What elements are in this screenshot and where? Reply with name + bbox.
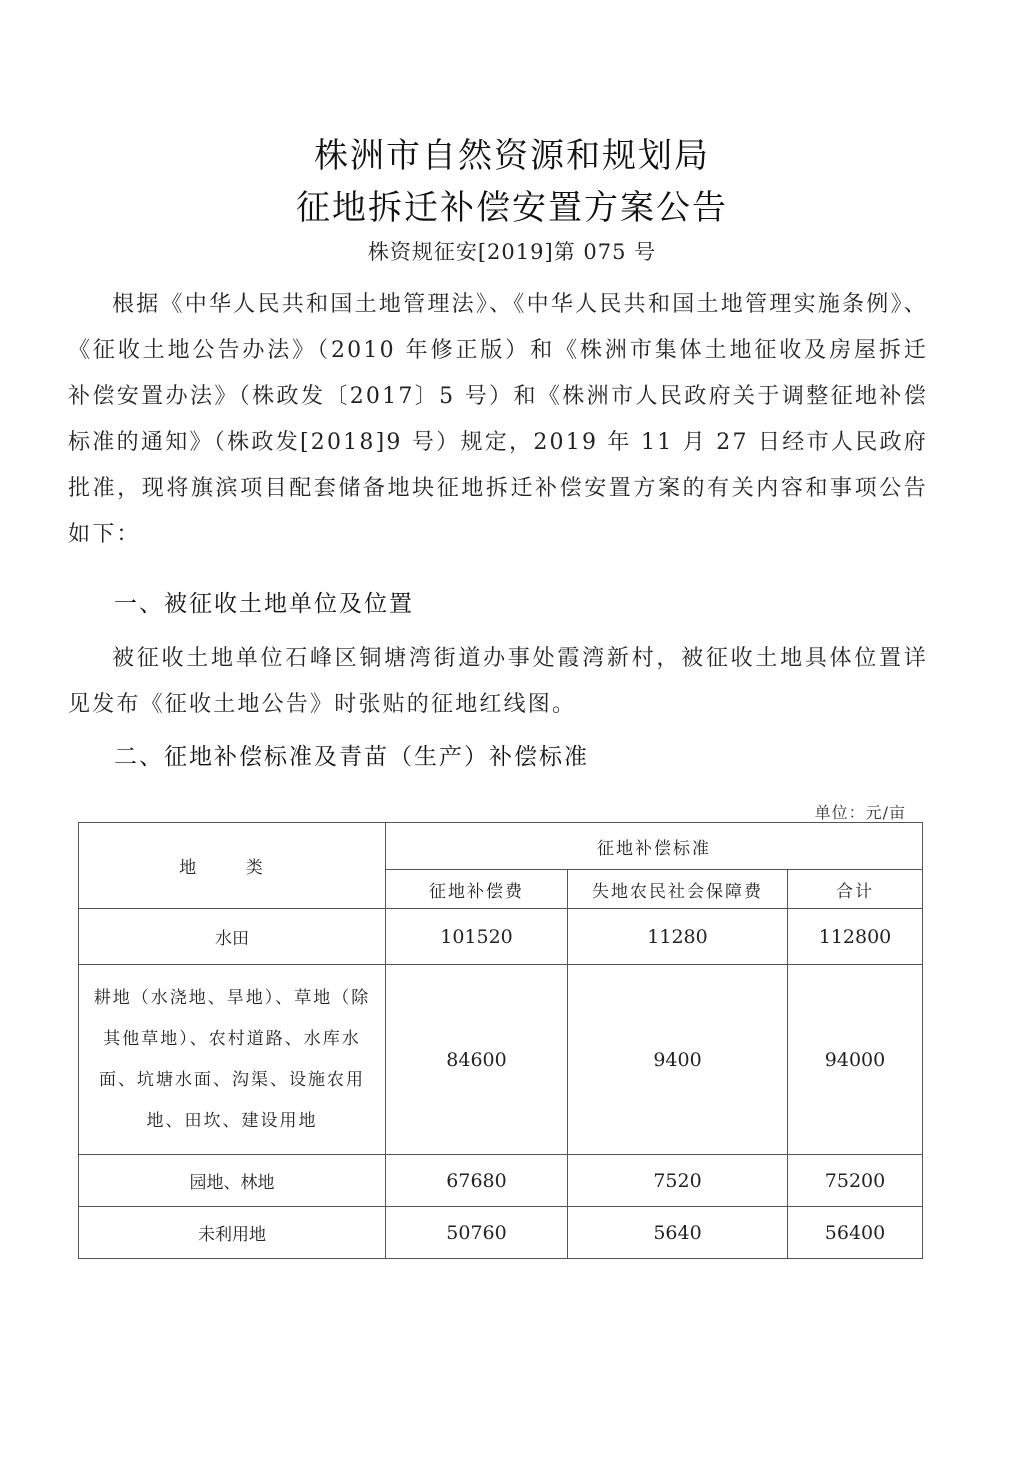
header-total: 合计: [788, 870, 923, 909]
document-title-line2: 征地拆迁补偿安置方案公告: [296, 188, 728, 228]
cell-social-security: 11280: [568, 909, 788, 965]
header-landtype: 地 类: [79, 823, 386, 909]
cell-social-security: 7520: [568, 1155, 788, 1207]
cell-total: 75200: [788, 1155, 923, 1207]
cell-compensation: 84600: [386, 965, 568, 1155]
table-row: [79, 909, 923, 965]
cell-landtype: 未利用地: [79, 1207, 386, 1259]
header-compensation-fee: 征地补偿费: [386, 870, 568, 909]
cell-total: 94000: [788, 965, 923, 1155]
document-title-line1: 株洲市自然资源和规划局: [314, 136, 710, 176]
table-header-row: [79, 823, 923, 870]
header-social-security-fee: 失地农民社会保障费: [568, 870, 788, 909]
table-row: [79, 1155, 923, 1207]
header-compensation-standard: 征地补偿标准: [386, 823, 923, 870]
cell-compensation: 101520: [386, 909, 568, 965]
intro-paragraph: 根据《中华人民共和国土地管理法》、《中华人民共和国土地管理实施条例》、《征收土地公告办法》（2010 年修正版）和《株洲市集体土地征收及房屋拆迁补偿安置办法》（株政发〔2017〕5 号）和《株洲市人民政府关于调整征地补偿标准的通知》（株政发[2018]9 号）规定，2019 年 11 月 27 日经市人民政府批准，现将旗滨项目配套储备地块征地拆迁补偿安置方案的有关内容和事项公告如下：: [68, 292, 928, 547]
table-row: [79, 1207, 923, 1259]
section2-heading: 二、征地补偿标准及青苗（生产）补偿标准: [114, 744, 589, 770]
cell-landtype: 水田: [79, 909, 386, 965]
table-row: [79, 965, 923, 1155]
cell-landtype: 耕地（水浇地、旱地）、草地（除其他草地）、农村道路、水库水面、坑塘水面、沟渠、设施农用地、田坎、建设用地: [79, 965, 386, 1155]
cell-total: 56400: [788, 1207, 923, 1259]
cell-social-security: 9400: [568, 965, 788, 1155]
document-number: 株资规征安[2019]第 075 号: [367, 240, 657, 264]
unit-label: 单位：元/亩: [814, 803, 906, 822]
cell-social-security: 5640: [568, 1207, 788, 1259]
cell-landtype: 园地、林地: [79, 1155, 386, 1207]
cell-compensation: 67680: [386, 1155, 568, 1207]
cell-total: 112800: [788, 909, 923, 965]
compensation-table: [78, 822, 923, 1259]
section1-heading: 一、被征收土地单位及位置: [114, 591, 414, 617]
cell-compensation: 50760: [386, 1207, 568, 1259]
section1-paragraph: 被征收土地单位石峰区铜塘湾街道办事处霞湾新村，被征收土地具体位置详见发布《征收土地公告》时张贴的征地红线图。: [68, 646, 928, 717]
